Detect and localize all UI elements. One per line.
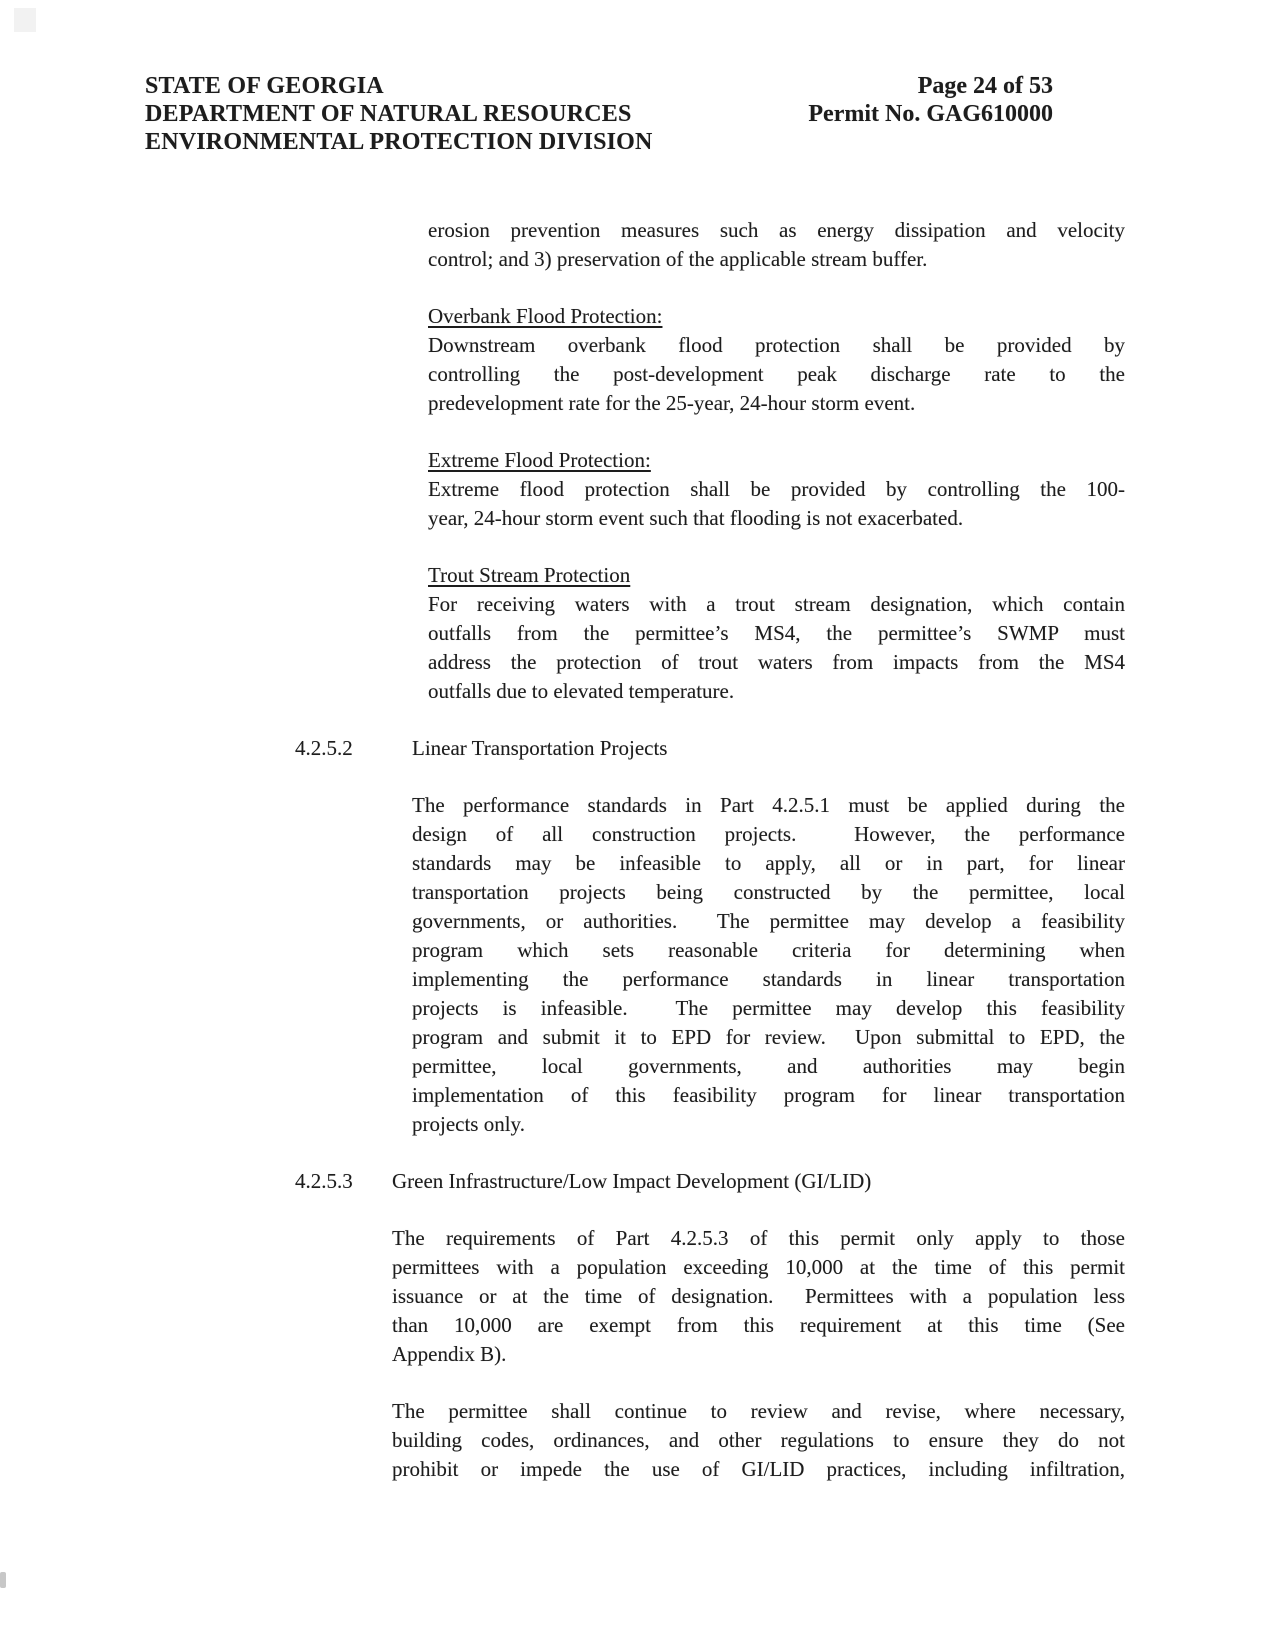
- text-line: address the protection of trout waters from impacts from the MS4: [428, 650, 1125, 674]
- text-line: The performance standards in Part 4.2.5.1 must be applied during the: [412, 793, 1125, 817]
- text-line: Appendix B).: [392, 1342, 507, 1366]
- text-line: Extreme flood protection shall be provided by controlling the 100-: [428, 477, 1125, 501]
- paragraph: [392, 1397, 1125, 1484]
- paragraph: [428, 475, 1125, 533]
- text-line: predevelopment rate for the 25-year, 24-hour storm event.: [428, 391, 916, 415]
- text-line: outfalls due to elevated temperature.: [428, 679, 735, 703]
- section-heading: [295, 1167, 1125, 1196]
- heading-text: Extreme Flood Protection:: [428, 448, 651, 472]
- paragraph: [428, 216, 1125, 274]
- page-number: Page 24 of 53: [917, 73, 1053, 99]
- heading-text: Trout Stream Protection: [428, 563, 631, 587]
- paragraph: [428, 331, 1125, 418]
- header-line: DEPARTMENT OF NATURAL RESOURCES: [145, 101, 632, 127]
- text-line: governments, or authorities. The permittee may develop a feasibility: [412, 909, 1125, 933]
- text-line: Downstream overbank flood protection shall be provided by: [428, 333, 1125, 357]
- underlined-heading: [428, 446, 1125, 475]
- text-line: transportation projects being constructed by the permittee, local: [412, 880, 1125, 904]
- text-line: projects only.: [412, 1112, 525, 1136]
- underlined-heading: [428, 561, 1125, 590]
- section-number: 4.2.5.3: [295, 1169, 353, 1193]
- header-line: ENVIRONMENTAL PROTECTION DIVISION: [145, 129, 653, 155]
- permit-number: Permit No. GAG610000: [808, 101, 1053, 127]
- scan-artifact: [0, 1572, 6, 1588]
- document-body: [0, 216, 1275, 1484]
- section-heading: [295, 734, 1125, 763]
- text-line: control; and 3) preservation of the applicable stream buffer.: [428, 247, 928, 271]
- text-line: standards may be infeasible to apply, all or in part, for linear: [412, 851, 1125, 875]
- text-line: The requirements of Part 4.2.5.3 of this permit only apply to those: [392, 1226, 1125, 1250]
- text-line: permittee, local governments, and authorities may begin: [412, 1054, 1125, 1078]
- text-line: implementing the performance standards in linear transportation: [412, 967, 1125, 991]
- paragraph: [428, 590, 1125, 706]
- paragraph: [412, 791, 1125, 1139]
- text-line: issuance or at the time of designation. Permittees with a population less: [392, 1284, 1125, 1308]
- text-line: design of all construction projects. However, the performance: [412, 822, 1125, 846]
- text-line: projects is infeasible. The permittee may develop this feasibility: [412, 996, 1125, 1020]
- text-line: The permittee shall continue to review and revise, where necessary,: [392, 1399, 1125, 1423]
- paragraph: [392, 1224, 1125, 1369]
- section-title: Green Infrastructure/Low Impact Development (GI/LID): [392, 1169, 872, 1193]
- section-number: 4.2.5.2: [295, 736, 353, 760]
- text-line: year, 24-hour storm event such that flooding is not exacerbated.: [428, 506, 964, 530]
- header-line: STATE OF GEORGIA: [145, 73, 384, 99]
- section-title: Linear Transportation Projects: [412, 736, 668, 760]
- text-line: controlling the post-development peak discharge rate to the: [428, 362, 1125, 386]
- text-line: program which sets reasonable criteria for determining when: [412, 938, 1125, 962]
- text-line: program and submit it to EPD for review. Upon submittal to EPD, the: [412, 1025, 1125, 1049]
- text-line: than 10,000 are exempt from this requirement at this time (See: [392, 1313, 1125, 1337]
- text-line: erosion prevention measures such as energy dissipation and velocity: [428, 218, 1125, 242]
- heading-text: Overbank Flood Protection:: [428, 304, 663, 328]
- scan-artifact: [14, 8, 36, 32]
- text-line: implementation of this feasibility program for linear transportation: [412, 1083, 1125, 1107]
- text-line: prohibit or impede the use of GI/LID practices, including infiltration,: [392, 1457, 1125, 1481]
- text-line: permittees with a population exceeding 10,000 at the time of this permit: [392, 1255, 1125, 1279]
- text-line: building codes, ordinances, and other regulations to ensure they do not: [392, 1428, 1125, 1452]
- text-line: outfalls from the permittee’s MS4, the permittee’s SWMP must: [428, 621, 1125, 645]
- document-header-agency: [145, 72, 653, 156]
- text-line: For receiving waters with a trout stream designation, which contain: [428, 592, 1125, 616]
- underlined-heading: [428, 302, 1125, 331]
- document-header-pageinfo: [808, 72, 1053, 128]
